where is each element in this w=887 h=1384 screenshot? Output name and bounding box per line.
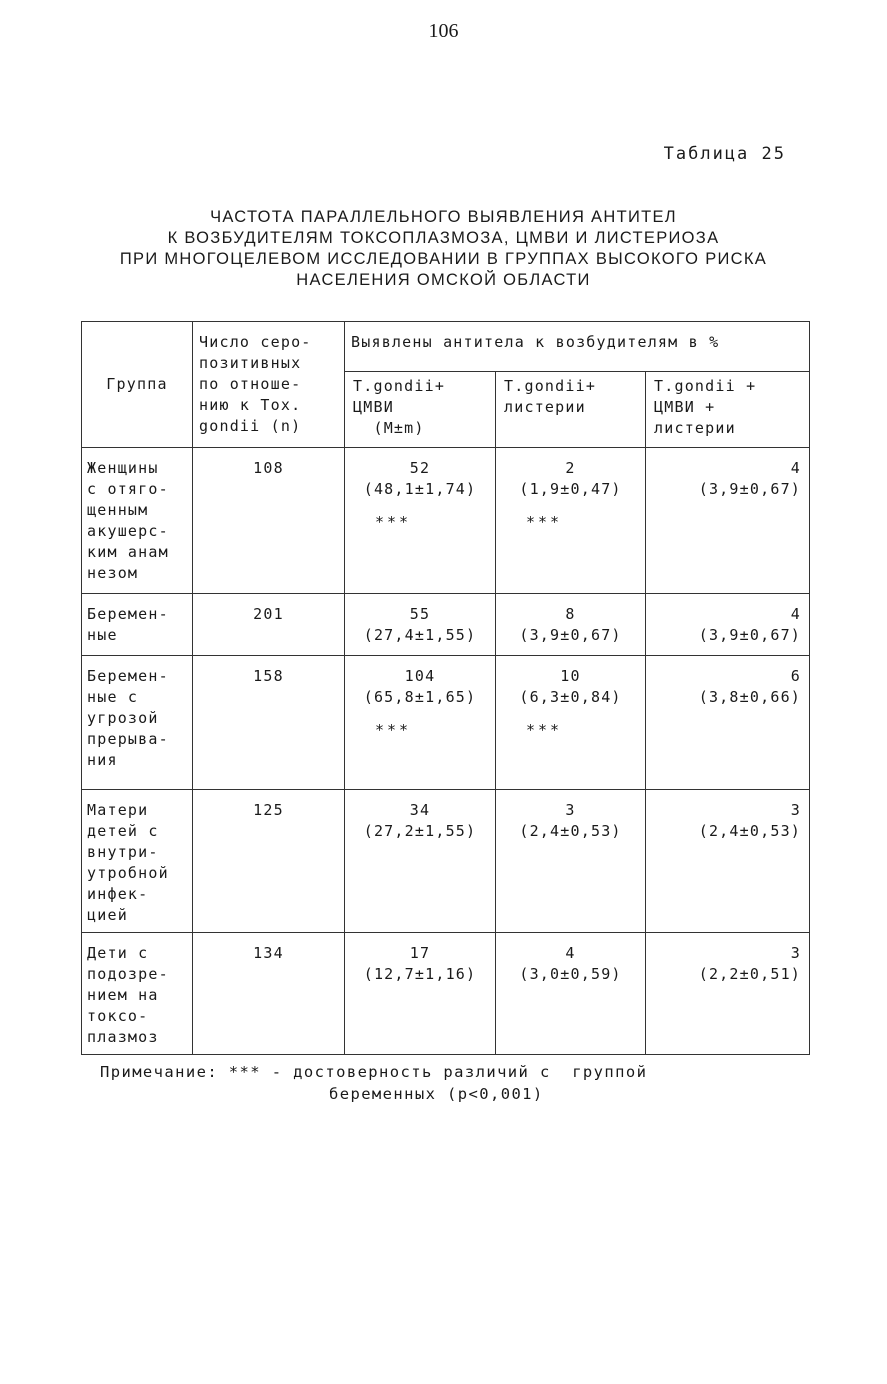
header-count: Число серо- позитивных по отноше- нию к Tox. gondii (n) (193, 322, 345, 448)
table-title (0, 207, 887, 291)
percent-value: 4 (790, 459, 802, 477)
significance-marker: *** (526, 513, 563, 531)
table-row (82, 656, 810, 790)
percent-value: 34 (409, 801, 431, 819)
header-tg-listeria: T.gondii+ листерии (496, 372, 646, 448)
table-row (82, 933, 810, 1055)
value-cell-tg-cmv-list (646, 933, 810, 1055)
table-note (100, 1061, 647, 1105)
value-cell-tg-cmv-list (646, 594, 810, 656)
percent-value: 8 (565, 605, 576, 623)
mean-error-value: (3,9±0,67) (519, 626, 622, 644)
group-cell: Матери детей с внутри- утробной инфек- цией (82, 790, 193, 933)
group-cell: Беремен- ные с угрозой прерыва- ния (82, 656, 193, 790)
mean-error-value: (48,1±1,74) (363, 480, 477, 498)
mean-error-value: (65,8±1,65) (363, 688, 477, 706)
value-cell-tg-list (496, 933, 646, 1055)
value-cell-tg-cmv-list (646, 790, 810, 933)
mean-error-value: (6,3±0,84) (519, 688, 622, 706)
significance-marker: *** (375, 721, 412, 739)
header-group: Группа (82, 322, 193, 448)
mean-error-value: (1,9±0,47) (519, 480, 622, 498)
value-cell-tg-cmv (345, 790, 496, 933)
count-cell: 201 (193, 594, 345, 656)
group-cell: Беремен- ные (82, 594, 193, 656)
data-table (81, 321, 810, 1055)
value-cell-tg-cmv-list (646, 448, 810, 594)
mean-error-value: (2,2±0,51) (698, 965, 802, 983)
mean-error-value: (2,4±0,53) (519, 822, 622, 840)
header-tg-cmv: T.gondii+ ЦМВИ (M±m) (345, 372, 496, 448)
significance-marker: *** (375, 513, 412, 531)
mean-error-value: (3,9±0,67) (698, 480, 802, 498)
mean-error-value: (27,2±1,55) (363, 822, 477, 840)
count-cell: 108 (193, 448, 345, 594)
value-cell-tg-cmv (345, 594, 496, 656)
mean-error-value: (3,9±0,67) (698, 626, 802, 644)
value-cell-tg-cmv (345, 933, 496, 1055)
percent-value: 4 (790, 605, 802, 623)
value-cell-tg-list (496, 790, 646, 933)
header-antibodies: Выявлены антитела к возбудителям в % (345, 322, 810, 372)
percent-value: 3 (565, 801, 576, 819)
table-row (82, 448, 810, 594)
title-line: ЧАСТОТА ПАРАЛЛЕЛЬНОГО ВЫЯВЛЕНИЯ АНТИТЕЛ (210, 208, 677, 226)
page-number: 106 (428, 20, 459, 42)
percent-value: 4 (565, 944, 576, 962)
table-label: Таблица 25 (663, 144, 786, 164)
note-line: Примечание: *** - достоверность различий с группой (100, 1063, 648, 1081)
header-tg-cmv-listeria: T.gondii + ЦМВИ + листерии (646, 372, 810, 448)
mean-error-value: (12,7±1,16) (363, 965, 477, 983)
significance-marker: *** (526, 721, 563, 739)
value-cell-tg-list (496, 448, 646, 594)
percent-value: 6 (790, 667, 802, 685)
percent-value: 17 (409, 944, 431, 962)
value-cell-tg-cmv (345, 448, 496, 594)
value-cell-tg-list (496, 594, 646, 656)
percent-value: 55 (409, 605, 431, 623)
title-line: К ВОЗБУДИТЕЛЯМ ТОКСОПЛАЗМОЗА, ЦМВИ И ЛИСТЕРИОЗА (167, 229, 720, 247)
count-cell: 134 (193, 933, 345, 1055)
title-line: НАСЕЛЕНИЯ ОМСКОЙ ОБЛАСТИ (296, 271, 591, 289)
percent-value: 52 (409, 459, 431, 477)
table-row (82, 790, 810, 933)
title-line: ПРИ МНОГОЦЕЛЕВОМ ИССЛЕДОВАНИИ В ГРУППАХ ВЫСОКОГО РИСКА (119, 250, 768, 268)
value-cell-tg-list (496, 656, 646, 790)
count-cell: 158 (193, 656, 345, 790)
percent-value: 3 (790, 944, 802, 962)
percent-value: 3 (790, 801, 802, 819)
mean-error-value: (27,4±1,55) (363, 626, 477, 644)
group-cell: Дети с подозре- нием на токсо- плазмоз (82, 933, 193, 1055)
group-cell: Женщины с отяго- щенным акушерс- ким анам незом (82, 448, 193, 594)
table-row (82, 594, 810, 656)
note-line: беременных (p<0,001) (329, 1085, 544, 1103)
percent-value: 10 (560, 667, 581, 685)
value-cell-tg-cmv-list (646, 656, 810, 790)
mean-error-value: (2,4±0,53) (698, 822, 802, 840)
value-cell-tg-cmv (345, 656, 496, 790)
percent-value: 2 (565, 459, 576, 477)
count-cell: 125 (193, 790, 345, 933)
percent-value: 104 (404, 667, 436, 685)
mean-error-value: (3,0±0,59) (519, 965, 622, 983)
mean-error-value: (3,8±0,66) (698, 688, 802, 706)
